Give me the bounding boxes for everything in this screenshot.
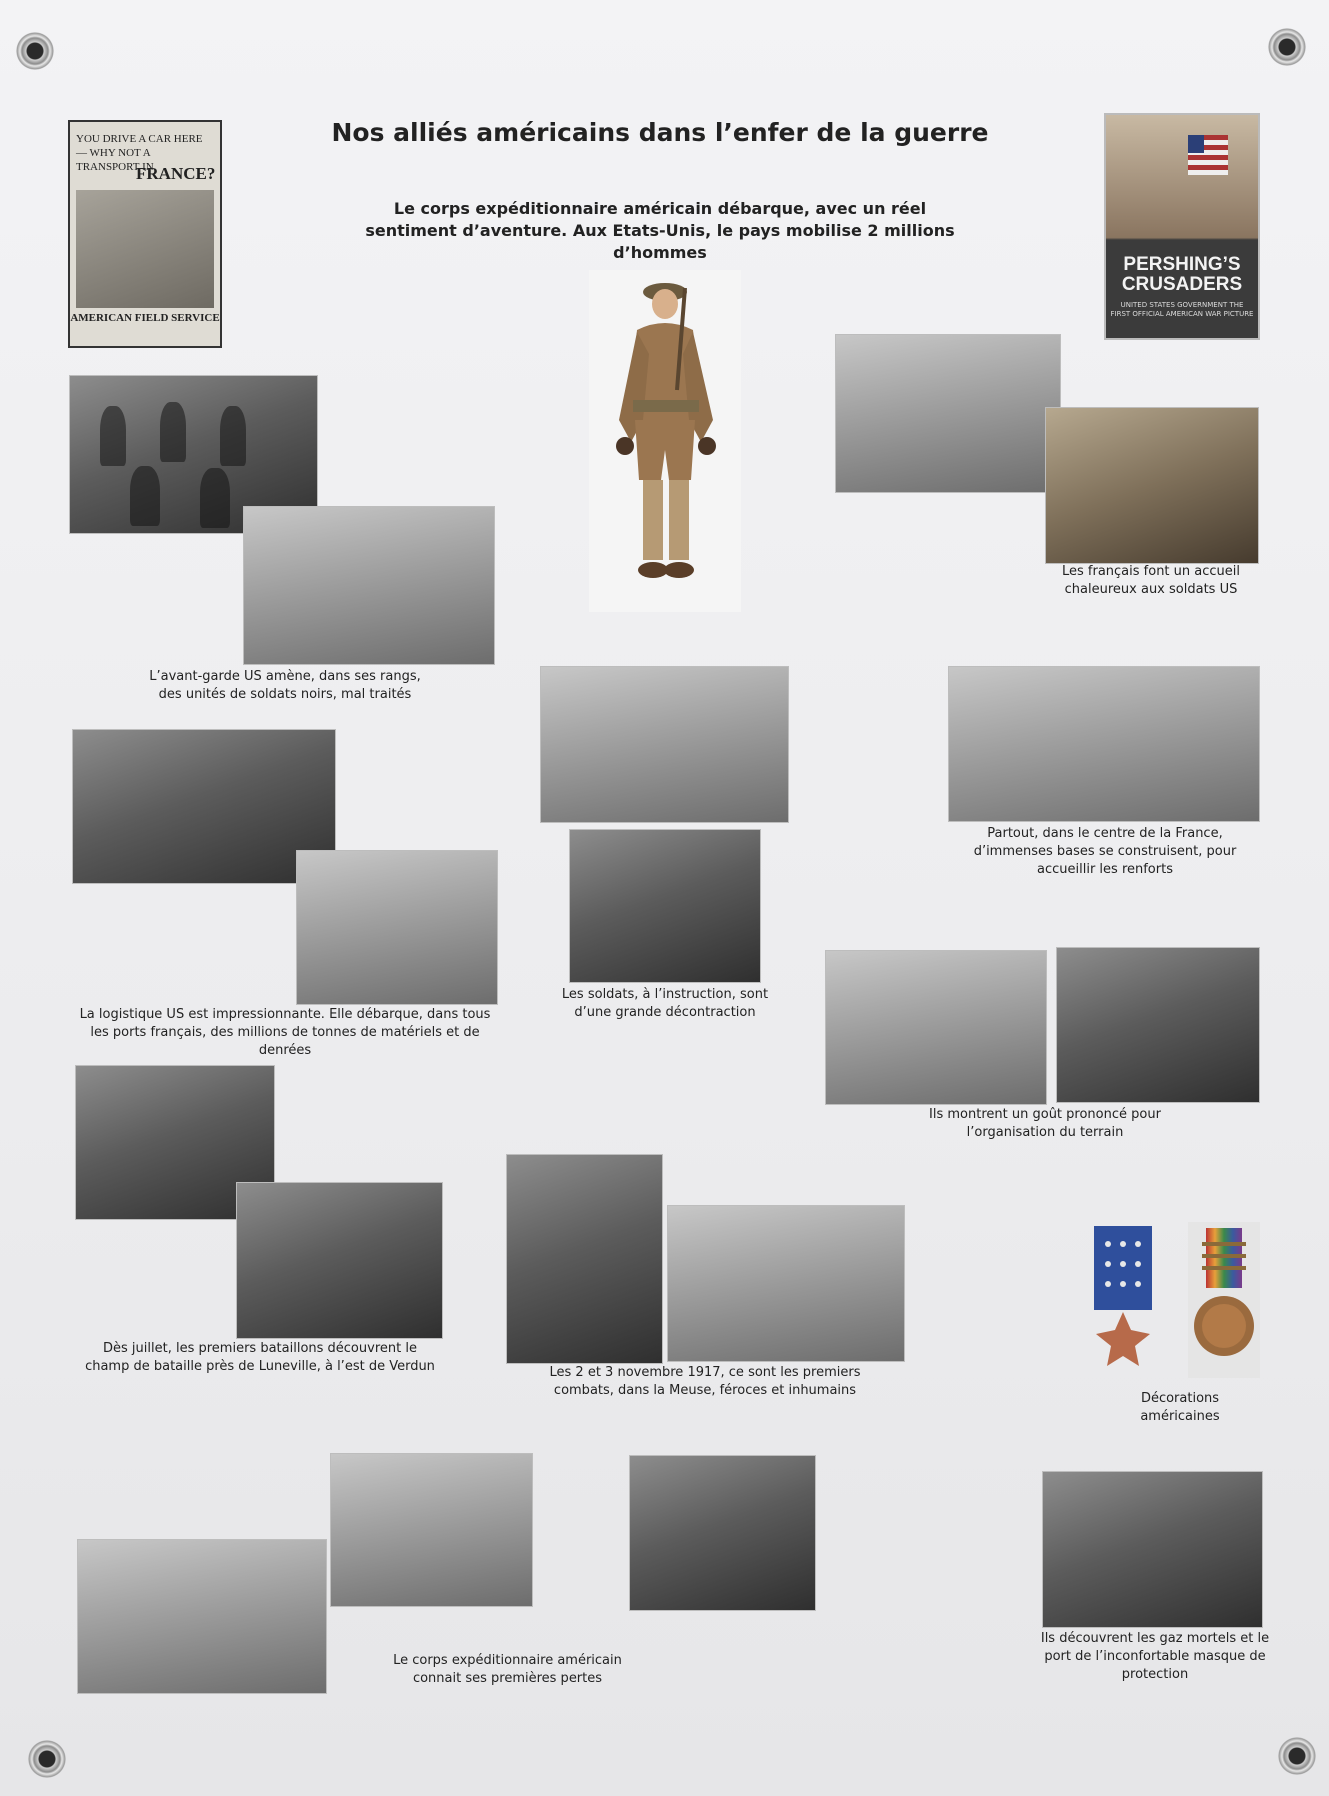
photo-ship-arrival <box>836 335 1060 492</box>
page-title: Nos alliés américains dans l’enfer de la guerre <box>331 118 989 147</box>
photo-tanks-advance <box>237 1183 442 1338</box>
page-subtitle: Le corps expéditionnaire américain débarque, avec un réel sentiment d’aventure. Aux Etats-Unis, le pays mobilise 2 millions d’hommes <box>365 199 955 262</box>
photo-soldiers-in-trench <box>668 1206 904 1361</box>
photo-gas-masks <box>1043 1472 1262 1627</box>
soldier-figure-icon <box>589 270 741 612</box>
photo-trench-combat <box>507 1155 662 1363</box>
us-flag-icon <box>1188 135 1228 175</box>
caption-instruction: Les soldats, à l’instruction, sont d’une grande décontraction <box>561 987 769 1020</box>
caption-novembre: Les 2 et 3 novembre 1917, ce sont les premiers combats, dans la Meuse, féroces et inhumains <box>549 1365 861 1398</box>
afs-poster-bottom-text: AMERICAN FIELD SERVICE <box>70 312 220 324</box>
pershings-crusaders-poster <box>1106 115 1258 338</box>
pershing-poster-small-text: UNITED STATES GOVERNMENT THE FIRST OFFICIAL AMERICAN WAR PICTURE <box>1110 301 1254 318</box>
caption-decorations: Décorations américaines <box>1140 1391 1220 1424</box>
grommet-top-left <box>16 32 54 70</box>
photo-trench-works <box>826 951 1046 1104</box>
photo-postcard-village <box>78 1540 326 1693</box>
victory-medal-icon <box>1188 1222 1260 1378</box>
afs-poster-top-text: YOU DRIVE A CAR HERE — WHY NOT A TRANSPORT IN <box>76 133 203 173</box>
caption-bases: Partout, dans le centre de la France, d’immenses bases se construisent, pour accueillir les renforts <box>973 826 1237 877</box>
photo-french-welcome <box>1046 408 1258 563</box>
photo-funeral-procession <box>331 1454 532 1606</box>
caption-avant-garde: L’avant-garde US amène, dans ses rangs, des unités de soldats noirs, mal traités <box>149 669 421 702</box>
photo-troops-in-ranks <box>244 507 494 664</box>
photo-soldier-in-tank <box>570 830 760 982</box>
caption-logistique: La logistique US est impressionnante. Elle débarque, dans tous les ports français, des millions de tonnes de matériels et de denrées <box>79 1007 491 1058</box>
caption-accueil: Les français font un accueil chaleureux aux soldats US <box>1061 564 1240 597</box>
caption-gaz: Ils découvrent les gaz mortels et le port de l’inconfortable masque de protection <box>1040 1631 1270 1682</box>
photo-soldiers-training <box>541 667 788 822</box>
grommet-bottom-left <box>28 1740 66 1778</box>
photo-wounded-soldier <box>630 1456 815 1610</box>
american-field-service-poster <box>68 120 222 348</box>
afs-poster-artwork <box>76 190 214 308</box>
grommet-top-right <box>1268 28 1306 66</box>
medal-of-honor-icon <box>1090 1226 1156 1376</box>
photo-sandbags-unloading <box>297 851 497 1004</box>
photo-camp-barracks <box>949 667 1259 821</box>
caption-pertes: Le corps expéditionnaire américain connait ses premières pertes <box>393 1653 622 1686</box>
photo-machine-gun-nest <box>1057 948 1259 1102</box>
caption-terrain: Ils montrent un goût prononcé pour l’organisation du terrain <box>929 1107 1161 1140</box>
afs-poster-france-text: FRANCE? <box>136 164 216 183</box>
caption-juillet: Dès juillet, les premiers bataillons découvrent le champ de bataille près de Luneville, à l’est de Verdun <box>85 1341 435 1374</box>
soldier-illustration <box>589 270 741 612</box>
photo-port-crane <box>73 730 335 883</box>
grommet-bottom-right <box>1278 1737 1316 1775</box>
pershing-poster-title: PERSHING’S CRUSADERS <box>1121 254 1243 295</box>
